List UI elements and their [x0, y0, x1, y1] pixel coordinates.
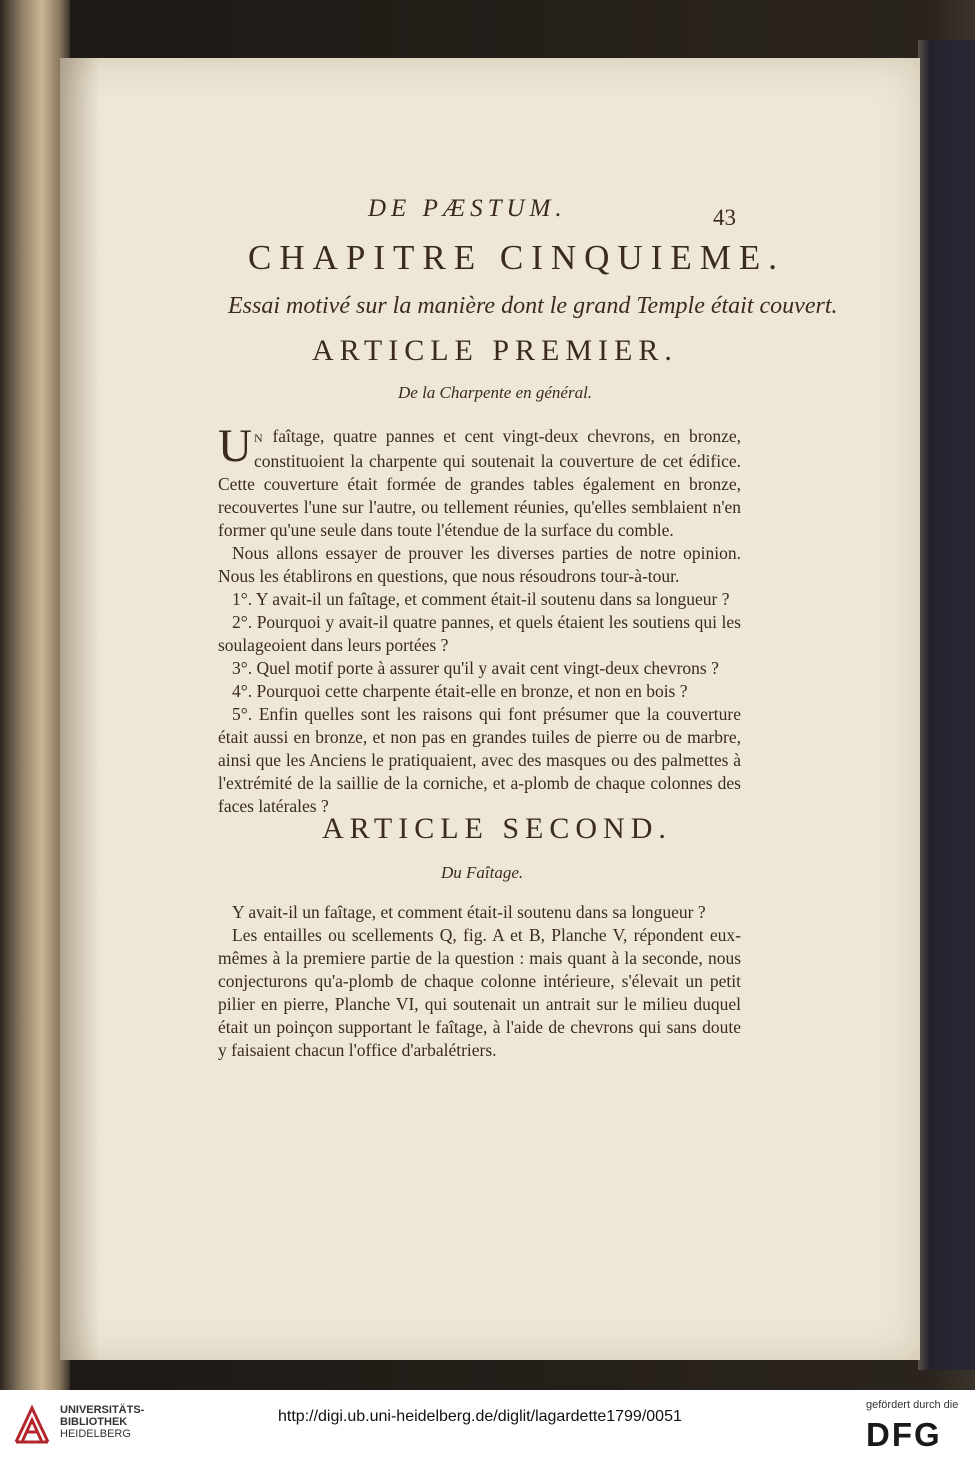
permalink-url[interactable]: http://digi.ub.uni-heidelberg.de/diglit/lagardette1799/0051 [278, 1408, 682, 1425]
paragraph-4: Les entailles ou scellements Q, fig. A et B, Planche V, répondent eux-mêmes à la premiere partie de la question : mais quant à la seconde, nous conjecturons qu'a-plomb de chaque colonne intérieure, s'élevait un petit pilier en pierre, Planche VI, qui soutenait un antrait sur le milieu duquel était un poinçon supportant le faîtage, à l'aide de chevrons qui sans doute y faisaient chacun l'office d'arbalétriers. [218, 925, 741, 1060]
chapter-subtitle: Essai motivé sur la manière dont le grand Temple était couvert. [228, 293, 838, 319]
paragraph-3: Y avait-il un faîtage, et comment était-il soutenu dans sa longueur ? [232, 902, 706, 922]
page-number: 43 [713, 205, 736, 230]
article1-body [218, 420, 741, 818]
question-5: 5°. Enfin quelles sont les raisons qui font présumer que la couverture était aussi en bronze, et non pas en grandes tuiles de pierre ou de marbre, ainsi que les Anciens le pratiquaient, avec des masques ou des palmettes à l'extrémité de la saillie de la corniche, et a-plomb de chaque colonnes des faces latérales ? [218, 704, 741, 816]
chapter-title: CHAPITRE CINQUIEME. [248, 238, 785, 277]
viewer-footer [0, 1390, 975, 1461]
article2-title: ARTICLE SECOND. [322, 812, 672, 845]
drop-cap: U [218, 420, 252, 472]
article1-subtitle: De la Charpente en général. [398, 383, 593, 402]
library-name-line3: HEIDELBERG [60, 1428, 131, 1440]
question-1: 1°. Y avait-il un faîtage, et comment était-il soutenu dans sa longueur ? [232, 589, 730, 609]
library-name-line2: BIBLIOTHEK [60, 1416, 128, 1428]
article1-title: ARTICLE PREMIER. [312, 334, 678, 367]
library-name-line1: UNIVERSITÄTS- [60, 1404, 145, 1416]
article2-subtitle: Du Faîtage. [441, 863, 524, 882]
question-4: 4°. Pourquoi cette charpente était-elle en bronze, et non en bois ? [232, 681, 688, 701]
small-cap: N [253, 431, 264, 445]
dfg-logo: DFG [866, 1416, 942, 1453]
question-2: 2°. Pourquoi y avait-il quatre pannes, et quels étaient les soutiens qui les soulageoient dans leurs portées ? [218, 612, 741, 655]
question-3: 3°. Quel motif porte à assurer qu'il y avait cent vingt-deux chevrons ? [232, 658, 719, 678]
funded-by-label: gefördert durch die [866, 1399, 959, 1411]
running-head: DE PÆSTUM. [368, 195, 567, 222]
paragraph-1-text: faîtage, quatre pannes et cent vingt-deux chevrons, en bronze, constituoient la charpente qui soutenait la couverture de cet édifice. Cette couverture était formée de grandes tables également en bronze, recouvertes l'une sur l'autre, ou tellement réunies, qu'elles semblaient n'en former qu'une seule dans toute l'étendue de la surface du comble. [218, 426, 741, 540]
paragraph-2: Nous allons essayer de prouver les diverses parties de notre opinion. Nous les établirons en questions, que nous résoudrons tour-à-tour. [218, 543, 741, 586]
right-book-cover-edge [918, 40, 975, 1370]
article2-body [218, 901, 741, 1062]
university-logo-icon [12, 1402, 52, 1448]
paragraph-1 [218, 420, 741, 542]
